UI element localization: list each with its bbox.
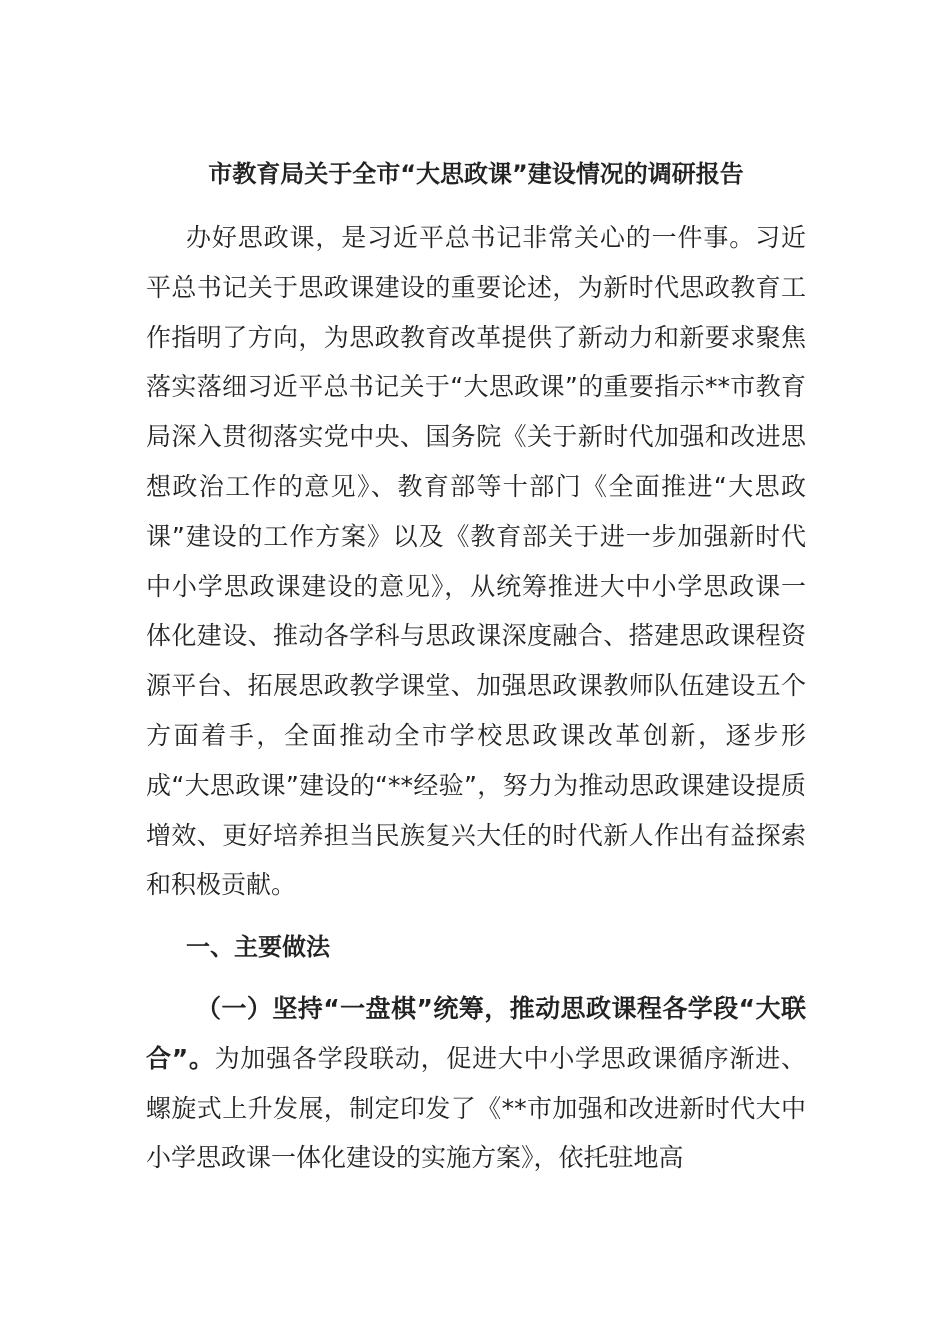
subsection-body-text: 为加强各学段联动，促进大中小学思政课循序渐进、螺旋式上升发展，制定印发了《**市加强和改进新时代大中小学思政课一体化建设的实施方案》，依托驻地高 [146,1043,806,1173]
subsection-paragraph-1 [146,984,806,1183]
subsection-lead-text: （一）坚持“一盘棋”统筹，推动思政课程各学段“大联合”。 [146,994,806,1073]
intro-paragraph: 办好思政课，是习近平总书记非常关心的一件事。习近平总书记关于思政课建设的重要论述，为新时代思政教育工作指明了方向，为思政教育改革提供了新动力和新要求聚焦落实落细习近平总书记关于“大思政课”的重要指示**市教育局深入贯彻落实党中央、国务院《关于新时代加强和改进思想政治工作的意见》、教育部等十部门《全面推进“大思政课”建设的工作方案》以及《教育部关于进一步加强新时代中小学思政课建设的意见》，从统筹推进大中小学思政课一体化建设、推动各学科与思政课深度融合、搭建思政课程资源平台、拓展思政教学课堂、加强思政课教师队伍建设五个方面着手，全面推动全市学校思政课改革创新，逐步形成“大思政课”建设的“**经验”，努力为推动思政课建设提质增效、更好培养担当民族复兴大任的时代新人作出有益探索和积极贡献。 [146,223,806,900]
document-title: 市教育局关于全市“大思政课”建设情况的调研报告 [208,160,744,188]
section-heading-main-practices: 一、主要做法 [186,933,330,961]
